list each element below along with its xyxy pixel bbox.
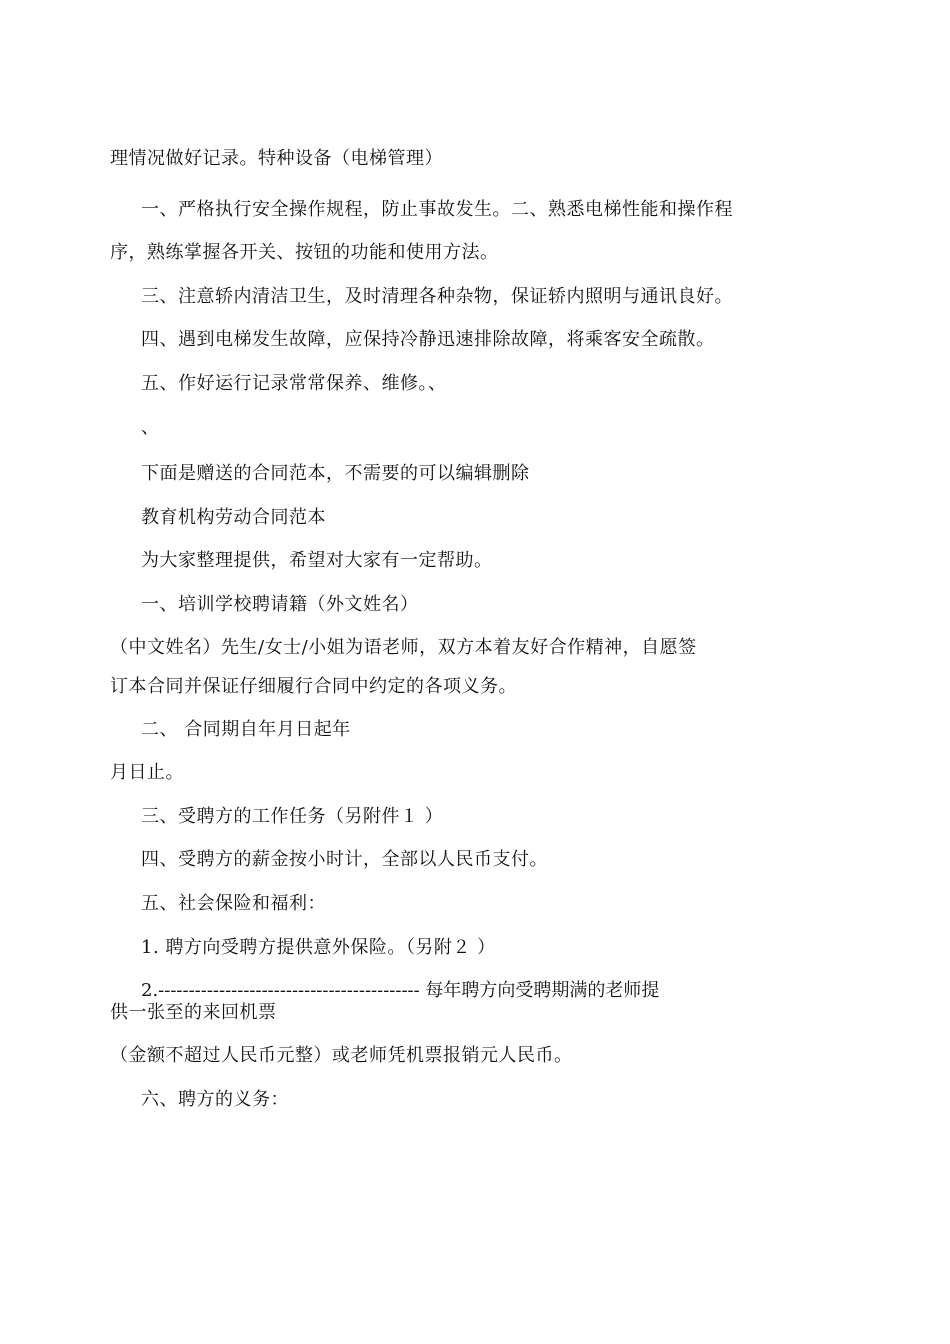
paragraph-line: 1. 聘方向受聘方提供意外保险。（另附２ ） — [141, 937, 496, 958]
paragraph-line: 供一张至的来回机票 — [110, 1002, 277, 1023]
paragraph-line: 、 — [141, 417, 160, 438]
paragraph-line: 六、聘方的义务： — [141, 1089, 289, 1110]
paragraph-line: 五、社会保险和福利： — [141, 893, 326, 914]
paragraph-line: 订本合同并保证仔细履行合同中约定的各项义务。 — [110, 676, 517, 697]
paragraph-line: 三、注意轿内清洁卫生，及时清理各种杂物，保证轿内照明与通讯良好。 — [141, 286, 733, 307]
paragraph-line: 序，熟练掌握各开关、按钮的功能和使用方法。 — [110, 242, 499, 263]
paragraph-line: 二、 合同期自年月日起年 — [141, 719, 351, 740]
paragraph-line: （中文姓名）先生/女士/小姐为语老师，双方本着友好合作精神，自愿签 — [110, 637, 697, 658]
paragraph-line: 四、遇到电梯发生故障，应保持冷静迅速排除故障，将乘客安全疏散。 — [141, 329, 715, 350]
paragraph-line: （金额不超过人民币元整）或老师凭机票报销元人民币。 — [110, 1045, 573, 1066]
paragraph-line: 月日止。 — [110, 762, 184, 783]
document-title: 教育机构劳动合同范本 — [141, 507, 326, 528]
paragraph-line: 一、严格执行安全操作规程，防止事故发生。二、熟悉电梯性能和操作程 — [141, 199, 733, 220]
paragraph-line: 为大家整理提供，希望对大家有一定帮助。 — [141, 550, 493, 571]
paragraph-line: 五、作好运行记录常常保养、维修。、 — [141, 373, 447, 394]
paragraph-line: 下面是赠送的合同范本，不需要的可以编辑删除 — [141, 463, 530, 484]
paragraph-line: 理情况做好记录。特种设备（电梯管理） — [110, 148, 443, 169]
paragraph-line: 2.------------------------------------------- 每年聘方向受聘期满的老师提 — [141, 980, 660, 1001]
paragraph-line: 四、受聘方的薪金按小时计，全部以人民币支付。 — [141, 849, 548, 870]
paragraph-line: 三、受聘方的工作任务（另附件１ ） — [141, 806, 444, 827]
paragraph-line: 一、培训学校聘请籍（外文姓名） — [141, 594, 419, 615]
